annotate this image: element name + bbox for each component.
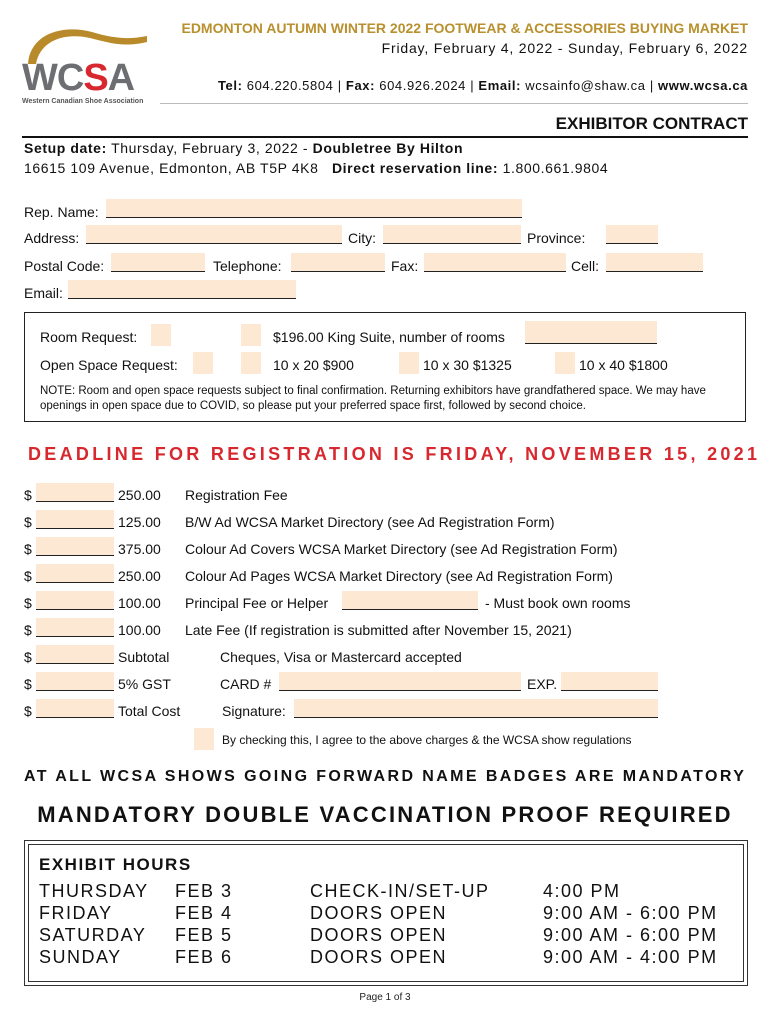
option-10x30-label: 10 x 30 $1325	[423, 357, 512, 373]
city-label: City:	[348, 230, 376, 246]
fee-description: Principal Fee or Helper	[185, 595, 329, 611]
telephone-label: Telephone:	[213, 258, 282, 274]
gst-field[interactable]	[36, 672, 114, 691]
room-request-checkbox[interactable]	[151, 324, 171, 346]
fee-description: Late Fee (If registration is submitted after November 15, 2021)	[185, 622, 572, 638]
signature-field[interactable]	[294, 699, 658, 718]
card-number-field[interactable]	[279, 672, 521, 691]
email-link[interactable]: wcsainfo@shaw.ca	[525, 78, 646, 93]
room-note: NOTE: Room and open space requests subject to final confirmation. Returning exhibitors have grandfathered space. We may have openings in open space due to COVID, so please put your preferred space first, followed by second choice.	[40, 385, 706, 412]
cell-field[interactable]	[606, 253, 703, 272]
deadline-banner: DEADLINE FOR REGISTRATION IS FRIDAY, NOVEMBER 15, 2021	[28, 444, 761, 464]
option-10x30-checkbox[interactable]	[399, 352, 419, 374]
logo-subtitle: Western Canadian Shoe Association	[22, 98, 144, 105]
exhibit-hours-title: EXHIBIT HOURS	[39, 855, 192, 874]
agree-label: By checking this, I agree to the above charges & the WCSA show regulations	[222, 733, 632, 747]
room-request-label: Room Request:	[40, 329, 138, 345]
card-number-label: CARD #	[220, 676, 272, 692]
open-space-checkbox[interactable]	[193, 352, 213, 374]
logo: WCSA Western Canadian Shoe Association	[22, 20, 152, 110]
total-cost-field[interactable]	[36, 699, 114, 718]
agree-checkbox[interactable]	[194, 728, 214, 750]
page-number: Page 1 of 3	[359, 992, 411, 1003]
fax-field[interactable]	[424, 253, 566, 272]
fee-amount-field[interactable]	[36, 618, 114, 637]
address-label: Address:	[24, 230, 80, 246]
fee-amount-field[interactable]	[36, 510, 114, 529]
option-10x40-checkbox[interactable]	[555, 352, 575, 374]
king-suite-label: $196.00 King Suite, number of rooms	[273, 329, 505, 345]
badges-notice: AT ALL WCSA SHOWS GOING FORWARD NAME BADGES ARE MANDATORY	[24, 768, 747, 785]
venue-address-line: 16615 109 Avenue, Edmonton, AB T5P 4K8 Direct reservation line: 1.800.661.9804	[24, 160, 609, 176]
event-title: EDMONTON AUTUMN WINTER 2022 FOOTWEAR & ACCESSORIES BUYING MARKET	[181, 20, 748, 36]
rep-name-label: Rep. Name:	[24, 204, 99, 220]
website-link[interactable]: www.wcsa.ca	[658, 78, 748, 93]
logo-text: WC	[22, 57, 84, 99]
fee-description: Registration Fee	[185, 487, 288, 503]
cell-label: Cell:	[571, 258, 600, 274]
postal-code-label: Postal Code:	[24, 258, 105, 274]
vaccination-notice: MANDATORY DOUBLE VACCINATION PROOF REQUIRED	[37, 802, 733, 827]
option-10x40-label: 10 x 40 $1800	[579, 357, 668, 373]
header-divider	[160, 103, 748, 104]
expiry-label: EXP.	[527, 676, 558, 692]
option-10x20-checkbox[interactable]	[241, 352, 261, 374]
email-field[interactable]	[68, 280, 296, 299]
payment-methods: Cheques, Visa or Mastercard accepted	[220, 649, 462, 665]
exhibit-hours-panel: EXHIBIT HOURS THURSDAY FEB 3 CHECK-IN/SET-UP 4:00 PM FRIDAY FEB 4 DOORS OPEN 9:00 AM - 6:00 PM SATURDAY FEB 5 DOORS OPEN 9:00 AM - 6:00 PM SUNDAY FEB 6 DOORS OPEN 9:00 AM - 4:00 PM	[24, 840, 748, 986]
fax-label: Fax:	[391, 258, 419, 274]
option-10x20-label: 10 x 20 $900	[273, 357, 354, 373]
king-suite-checkbox[interactable]	[241, 324, 261, 346]
fee-description: Colour Ad Covers WCSA Market Directory (see Ad Registration Form)	[185, 541, 618, 557]
open-space-label: Open Space Request:	[40, 357, 178, 373]
fee-description: B/W Ad WCSA Market Directory (see Ad Registration Form)	[185, 514, 555, 530]
fee-amount-field[interactable]	[36, 483, 114, 502]
expiry-field[interactable]	[561, 672, 658, 691]
province-field[interactable]	[606, 225, 658, 244]
fee-amount-field[interactable]	[36, 591, 114, 610]
room-request-panel	[24, 312, 746, 422]
signature-label: Signature:	[222, 703, 286, 719]
telephone-field[interactable]	[291, 253, 385, 272]
fee-amount-field[interactable]	[36, 564, 114, 583]
province-label: Province:	[527, 230, 586, 246]
number-of-rooms-field[interactable]	[525, 321, 657, 344]
fee-description: Colour Ad Pages WCSA Market Directory (see Ad Registration Form)	[185, 568, 613, 584]
subtotal-field[interactable]	[36, 645, 114, 664]
contract-title: EXHIBITOR CONTRACT	[555, 114, 748, 133]
email-label: Email:	[24, 285, 63, 301]
postal-code-field[interactable]	[111, 253, 205, 272]
fee-amount-field[interactable]	[36, 537, 114, 556]
rep-name-field[interactable]	[106, 199, 522, 218]
contract-title-rule	[22, 136, 748, 138]
address-field[interactable]	[86, 225, 342, 244]
setup-line: Setup date: Thursday, February 3, 2022 - Doubletree By Hilton	[24, 140, 464, 156]
city-field[interactable]	[383, 225, 521, 244]
event-dates: Friday, February 4, 2022 - Sunday, February 6, 2022	[381, 40, 748, 56]
contact-line: Tel: 604.220.5804 | Fax: 604.926.2024 | Email: wcsainfo@shaw.ca | www.wcsa.ca	[217, 78, 748, 93]
helper-name-field[interactable]	[342, 591, 478, 610]
